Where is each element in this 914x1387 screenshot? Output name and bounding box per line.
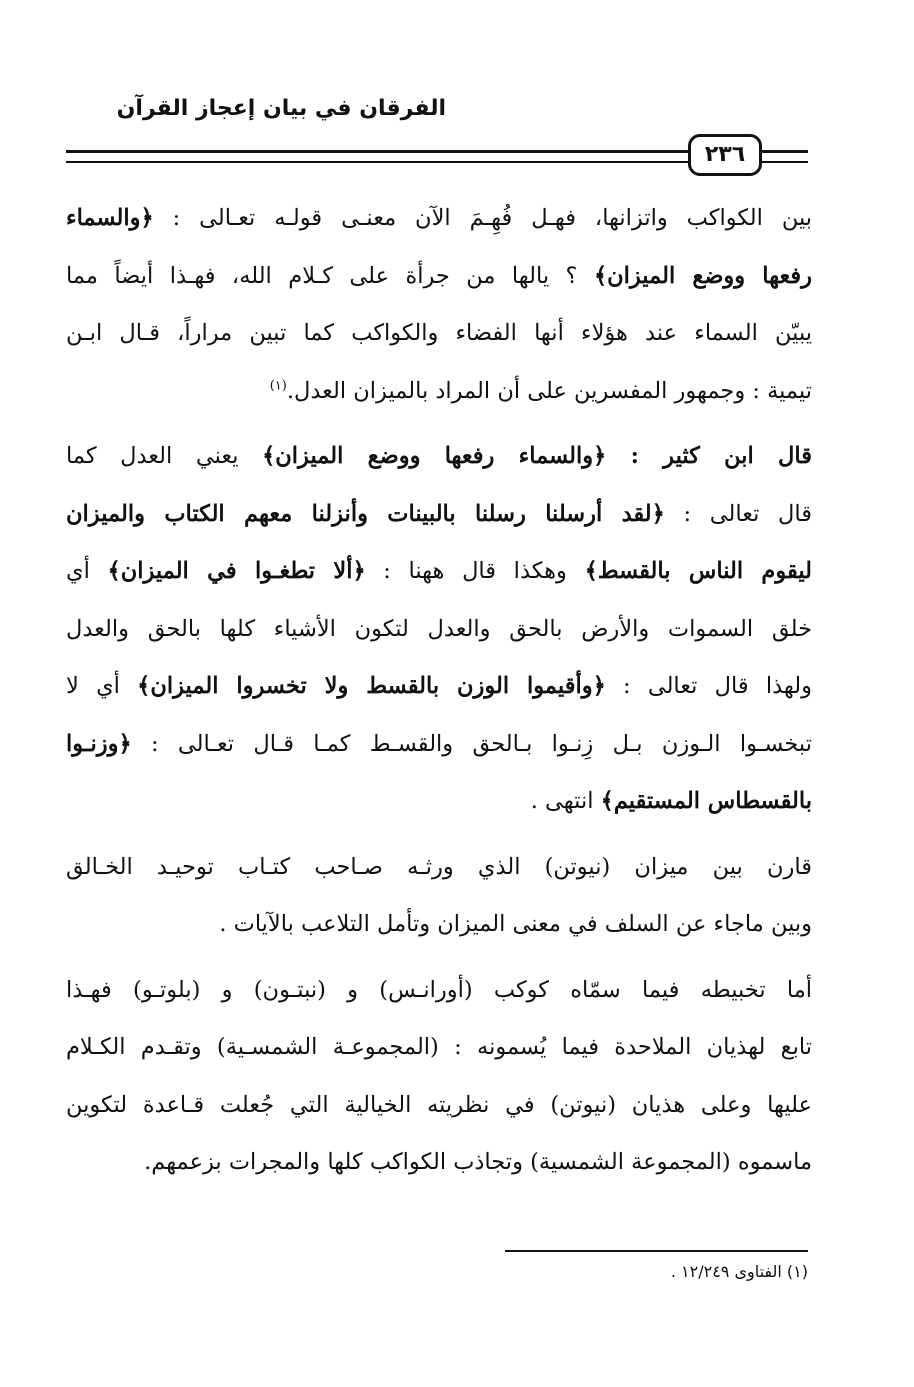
text-line — [66, 773, 812, 831]
line-text: وهكذا قال ههنا : — [365, 558, 585, 584]
line-text: قال تعالى : — [664, 500, 812, 527]
line-text: ولهذا قال تعالى : — [605, 673, 812, 699]
text-line — [66, 248, 812, 306]
footnote-separator — [505, 1250, 808, 1252]
header-rule-top-left — [66, 150, 688, 153]
text-line — [66, 1019, 812, 1077]
text-line — [66, 716, 812, 774]
text-line — [66, 428, 812, 486]
text-line — [66, 962, 812, 1020]
quran-quote-text: ليقوم الناس بالقسط﴾ — [584, 558, 812, 584]
header-rule-top-right — [762, 150, 808, 153]
quran-quote-text: بالقسطاس المستقيم﴾ — [600, 788, 812, 814]
quran-quote-text: ﴿وأقيموا الوزن بالقسط ولا تخسروا الميزان﴾ — [137, 673, 606, 699]
text-line — [66, 363, 812, 421]
text-line — [66, 1134, 812, 1192]
line-text: بين الكواكب واتزانها، فهـل فُهِـمَ الآن معنـى قولـه تعـالى : — [153, 205, 812, 231]
line-text: ماسموه (المجموعة الشمسية) وتجاذب الكواكب كلها والمجرات بزعمهم. — [144, 1149, 812, 1175]
quran-quote-text: قال ابن كثير : — [606, 443, 812, 469]
line-text: تابع لهذيان الملاحدة فيما يُسمونه : (المجموعـة الشمسـية) وتقـدم الكـلام — [66, 1034, 812, 1060]
text-line — [66, 896, 812, 954]
text-line — [66, 486, 812, 544]
header-rule-bottom-right — [762, 161, 808, 163]
line-text: ؟ يالها من جرأة على كـلام الله، فهـذا أيضاً مما — [66, 262, 594, 289]
quran-quote-text: رفعها ووضع الميزان﴾ — [593, 262, 812, 289]
text-line — [66, 543, 812, 601]
line-text: انتهى . — [530, 788, 601, 814]
footnote: (١) الفتاوى ١٢/٢٤٩ . — [670, 1262, 808, 1281]
line-text: قارن بين ميزان (نيوتن) الذي ورثـه صـاحب كتـاب توحيـد الخـالق — [66, 853, 812, 880]
line-text: وبين ماجاء عن السلف في معنى الميزان وتأمل التلاعب بالآيات . — [219, 911, 812, 937]
running-header-title: الفرقان في بيان إعجاز القرآن — [116, 96, 446, 121]
line-text: يعني العدل كما — [66, 443, 263, 469]
text-line — [66, 305, 812, 363]
footnote-marker: (١) — [269, 378, 287, 393]
line-text: عليها وعلى هذيان (نيوتن) في نظريته الخيالية التي جُعلت قـاعدة لتكوين — [66, 1091, 812, 1118]
page-body-text — [66, 190, 812, 1192]
quran-quote-text: ﴿ألا تطغـوا في الميزان﴾ — [107, 558, 366, 584]
text-line — [66, 601, 812, 659]
line-text: أما تخبيطه فيما سمّاه كوكب (أورانـس) و (نبتـون) و (بلوتـو) فهـذا — [66, 976, 812, 1003]
quran-quote-text: ﴿والسماء — [66, 205, 154, 231]
line-text: يبيّن السماء عند هؤلاء أنها الفضاء والكواكب كما تبين مراراً، قـال ابـن — [66, 320, 812, 346]
line-text: أي — [66, 558, 108, 584]
quran-quote-text: ﴿لقد أرسلنا رسلنا بالبينات وأنزلنا معهم الكتاب والميزان — [66, 500, 665, 527]
text-line — [66, 190, 812, 248]
page-number-box: ٢٣٦ — [688, 134, 762, 176]
quran-quote-text: ﴿وزنـوا — [66, 730, 132, 757]
line-text: أي لا — [66, 673, 138, 699]
text-line — [66, 839, 812, 897]
text-line — [66, 658, 812, 716]
line-text: تبخسـوا الـوزن بـل زِنـوا بـالحق والقسـط كمـا قـال تعـالى : — [131, 730, 812, 757]
quran-quote-text: ﴿والسماء رفعها ووضع الميزان﴾ — [262, 443, 607, 469]
text-line — [66, 1077, 812, 1135]
line-text: خلق السموات والأرض بالحق والعدل لتكون الأشياء كلها بالحق والعدل — [66, 615, 812, 642]
line-text: تيمية : وجمهور المفسرين على أن المراد بالميزان العدل. — [286, 377, 812, 404]
header-rule-bottom-left — [66, 161, 688, 163]
